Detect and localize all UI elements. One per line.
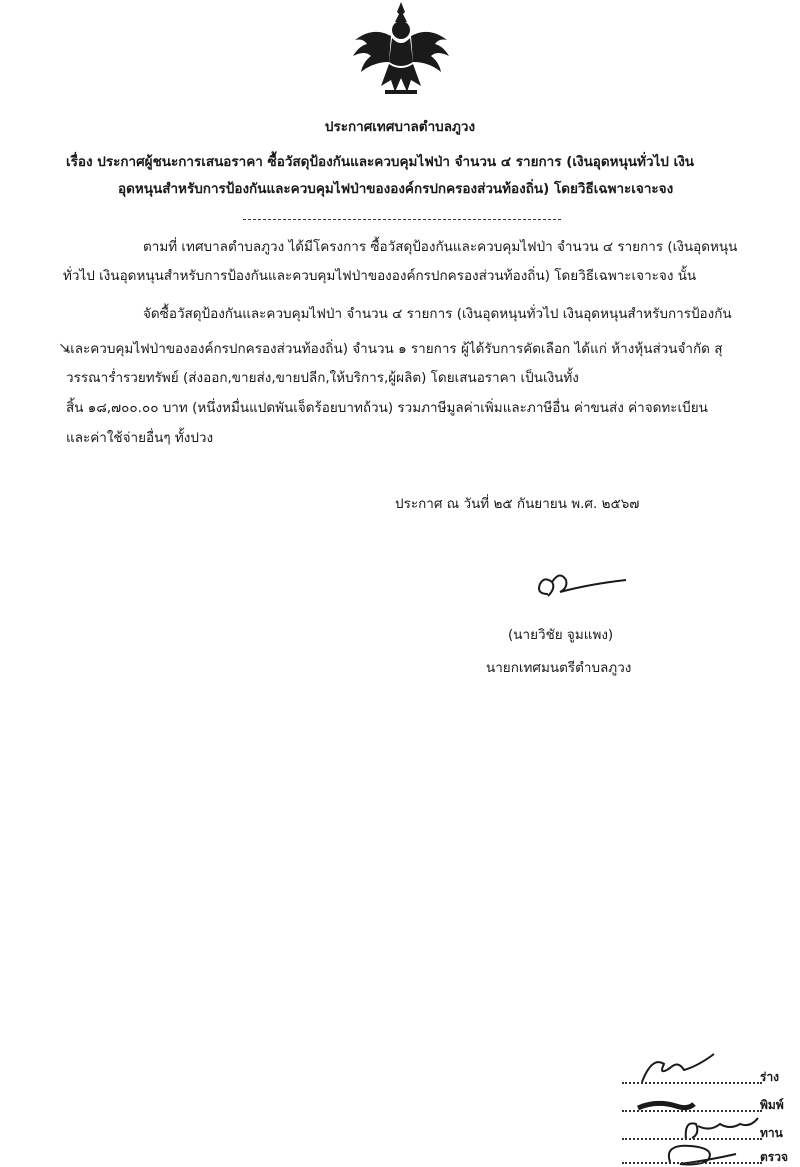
stamp-draft-label: ร่าง [760,1070,780,1084]
announcement-title: ประกาศเทศบาลตำบลภูวง [324,119,476,135]
stamp-line-check [622,1162,762,1164]
header-divider [243,219,561,220]
stamp-line-print [622,1110,762,1112]
stamp-line-draft [622,1082,762,1084]
body-line-6: สิ้น ๑๘,๗๐๐.๐๐ บาท (หนึ่งหมื่นแปดพันเจ็ดร้อยบาทถ้วน) รวมภาษีมูลค่าเพิ่มและภาษีอื่น ค่าขนส่ง ค่าจดทะเบียน [66,400,708,416]
garuda-emblem [345,0,457,98]
announcement-date: ประกาศ ณ วันที่ ๒๕ กันยายน พ.ศ. ๒๕๖๗ [395,496,640,512]
stamp-print-label: พิมพ์ [760,1098,784,1112]
body-line-5: วรรณาร่ำรวยทรัพย์ (ส่งออก,ขายส่ง,ขายปลีก,ให้บริการ,ผู้ผลิต) โดยเสนอราคา เป็นเงินทั้ง [66,370,579,386]
stamp-check-label: ตรวจ [760,1150,789,1164]
body-line-7: และค่าใช้จ่ายอื่นๆ ทั้งปวง [66,430,214,446]
body-line-2: ทั่วไป เงินอุดหนุนสำหรับการป้องกันและควบคุมไฟป่าขององค์กรปกครองส่วนท้องถิ่น) โดยวิธีเฉพาะเจาะจง นั้น [63,268,697,284]
initial-draft-image [638,1046,718,1086]
stamp-review-label: ทาน [760,1126,783,1140]
subject-line-1: เรื่อง ประกาศผู้ชนะการเสนอราคา ซื้อวัสดุป้องกันและควบคุมไฟป่า จำนวน ๔ รายการ (เงินอุดหนุนทั่วไป เงิน [66,154,695,170]
margin-check-mark: ↘ [58,340,70,356]
subject-line-2: อุดหนุนสำหรับการป้องกันและควบคุมไฟป่าขององค์กรปกครองส่วนท้องถิ่น) โดยวิธีเฉพาะเจาะจง [118,181,674,197]
signatory-name: (นายวิชัย จูมแพง) [508,627,614,643]
signature-image [530,566,630,606]
body-line-3: จัดซื้อวัสดุป้องกันและควบคุมไฟป่า จำนวน ๔ รายการ (เงินอุดหนุนทั่วไป เงินอุดหนุนสำหรับการป้องกัน [143,306,732,322]
body-line-4: และควบคุมไฟป่าขององค์กรปกครองส่วนท้องถิ่น) จำนวน ๑ รายการ ผู้ได้รับการคัดเลือก ได้แก่ ห้างหุ้นส่วนจำกัด สุ [66,341,723,357]
signatory-position: นายกเทศมนตรีตำบลภูวง [486,660,632,676]
body-line-1: ตามที่ เทศบาลตำบลภูวง ได้มีโครงการ ซื้อวัสดุป้องกันและควบคุมไฟป่า จำนวน ๔ รายการ (เงินอุดหนุน [143,239,738,255]
